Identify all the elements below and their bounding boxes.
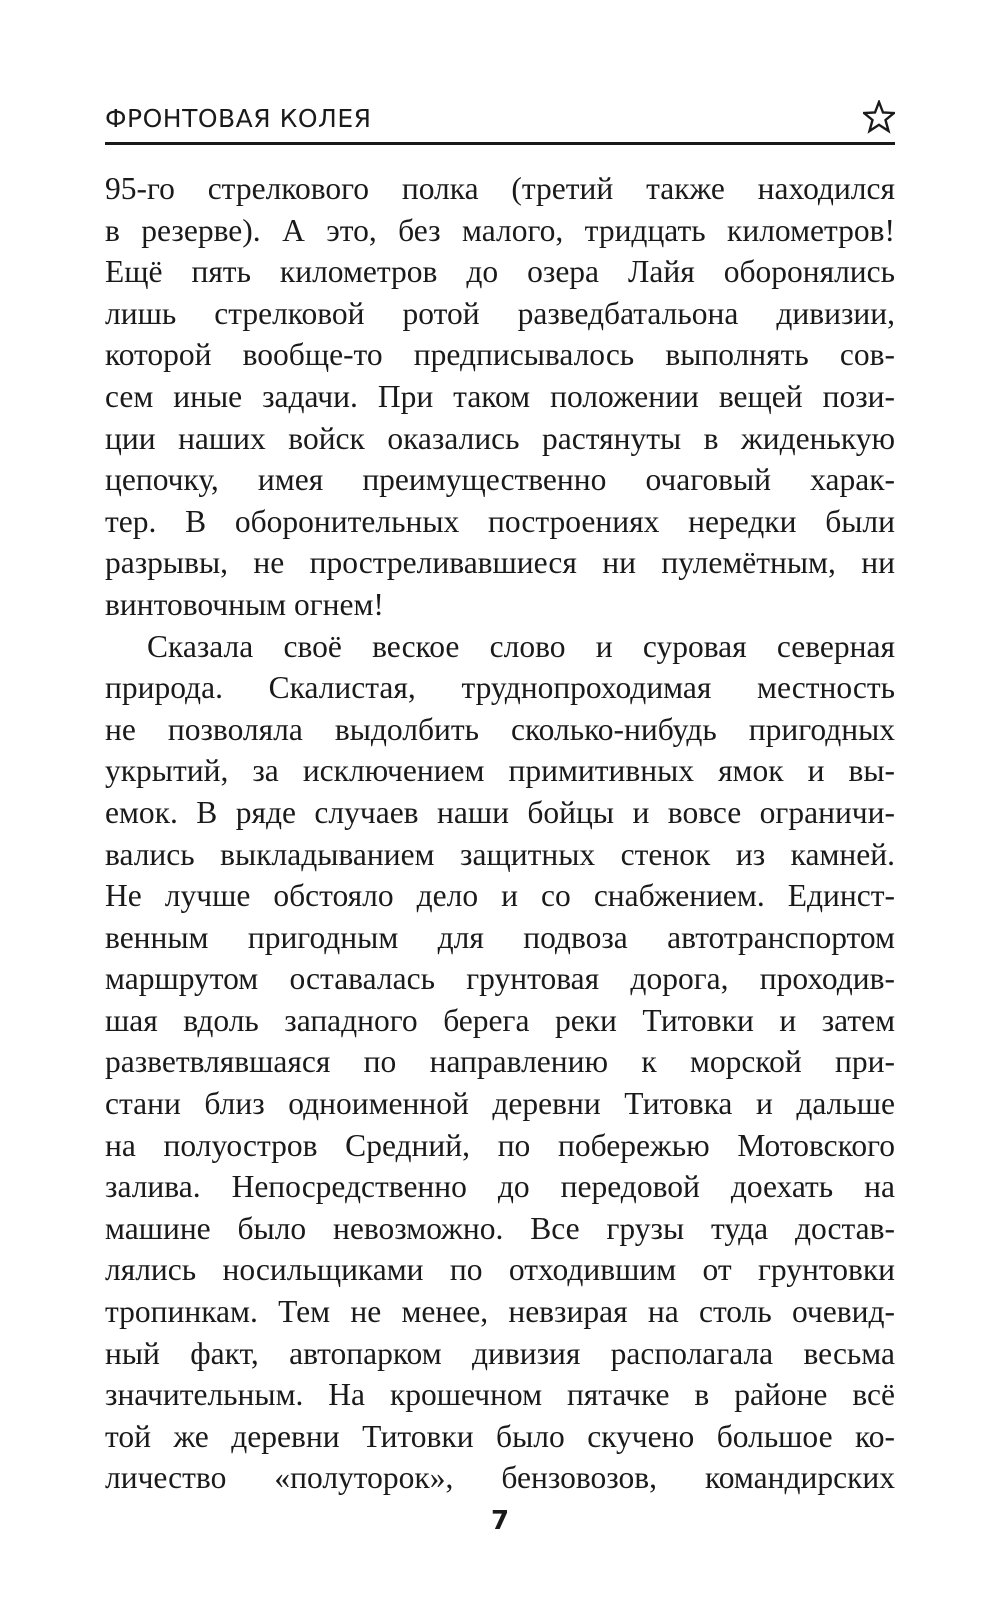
star-outline-icon	[863, 100, 895, 134]
text-line: природа. Скалистая, труднопроходимая местность	[105, 670, 895, 706]
text-line: которой вообще-то предписывалось выполнять сов-	[105, 337, 895, 373]
text-line: стани близ одноименной деревни Титовка и дальше	[105, 1086, 895, 1122]
page-number: 7	[490, 1506, 510, 1536]
text-line: сем иные задачи. При таком положении вещей пози-	[105, 378, 895, 414]
text-line: винтовочным огнем!	[105, 586, 384, 622]
text-line: 95-го стрелкового полка (третий также находился	[105, 171, 895, 206]
text-line: лялись носильщиками по отходившим от грунтовки	[105, 1252, 895, 1288]
text-line: залива. Непосредственно до передовой доехать на	[105, 1169, 895, 1205]
text-line: емок. В ряде случаев наши бойцы и вовсе ограничи-	[105, 794, 895, 830]
text-line: шая вдоль западного берега реки Титовки и затем	[105, 1002, 895, 1038]
text-line: в резерве). А это, без малого, тридцать километров!	[105, 212, 895, 248]
text-line: цепочку, имея преимущественно очаговый харак-	[105, 462, 895, 498]
body-text	[105, 168, 895, 1499]
text-line: разрывы, не простреливавшиеся ни пулемётным, ни	[105, 545, 895, 581]
text-line: машине было невозможно. Все грузы туда достав-	[105, 1210, 895, 1246]
text-line: тропинкам. Тем не менее, невзирая на столь очевид-	[105, 1294, 895, 1330]
paragraph	[105, 168, 895, 626]
text-line: Сказала своё веское слово и суровая северная	[147, 628, 895, 664]
text-line: маршрутом оставалась грунтовая дорога, проходив-	[105, 961, 895, 997]
running-title: ФРОНТОВАЯ КОЛЕЯ	[105, 104, 372, 133]
text-line: той же деревни Титовки было скучено большое ко-	[105, 1418, 895, 1454]
text-line: ции наших войск оказались растянуты в жиденькую	[105, 420, 895, 456]
running-head	[105, 100, 895, 145]
text-line: лишь стрелковой ротой разведбатальона дивизии,	[105, 295, 895, 331]
text-line: ный факт, автопарком дивизия располагала весьма	[105, 1335, 895, 1371]
text-line: не позволяла выдолбить сколько-нибудь пригодных	[105, 711, 895, 747]
paragraph	[105, 626, 895, 1499]
text-line: вались выкладыванием защитных стенок из камней.	[105, 836, 895, 872]
text-line: Не лучше обстояло дело и со снабжением. Единст-	[105, 878, 895, 914]
text-line: Ещё пять километров до озера Лайя оборонялись	[105, 254, 895, 290]
text-line: укрытий, за исключением примитивных ямок и вы-	[105, 753, 895, 789]
text-line: на полуостров Средний, по побережью Мотовского	[105, 1127, 895, 1163]
text-line: венным пригодным для подвоза автотранспортом	[105, 919, 895, 955]
text-line: значительным. На крошечном пятачке в районе всё	[105, 1377, 895, 1413]
text-line: тер. В оборонительных построениях нередки были	[105, 503, 895, 539]
text-line: разветвлявшаяся по направлению к морской при-	[105, 1044, 895, 1080]
text-line: личество «полуторок», бензовозов, командирских	[105, 1460, 895, 1496]
